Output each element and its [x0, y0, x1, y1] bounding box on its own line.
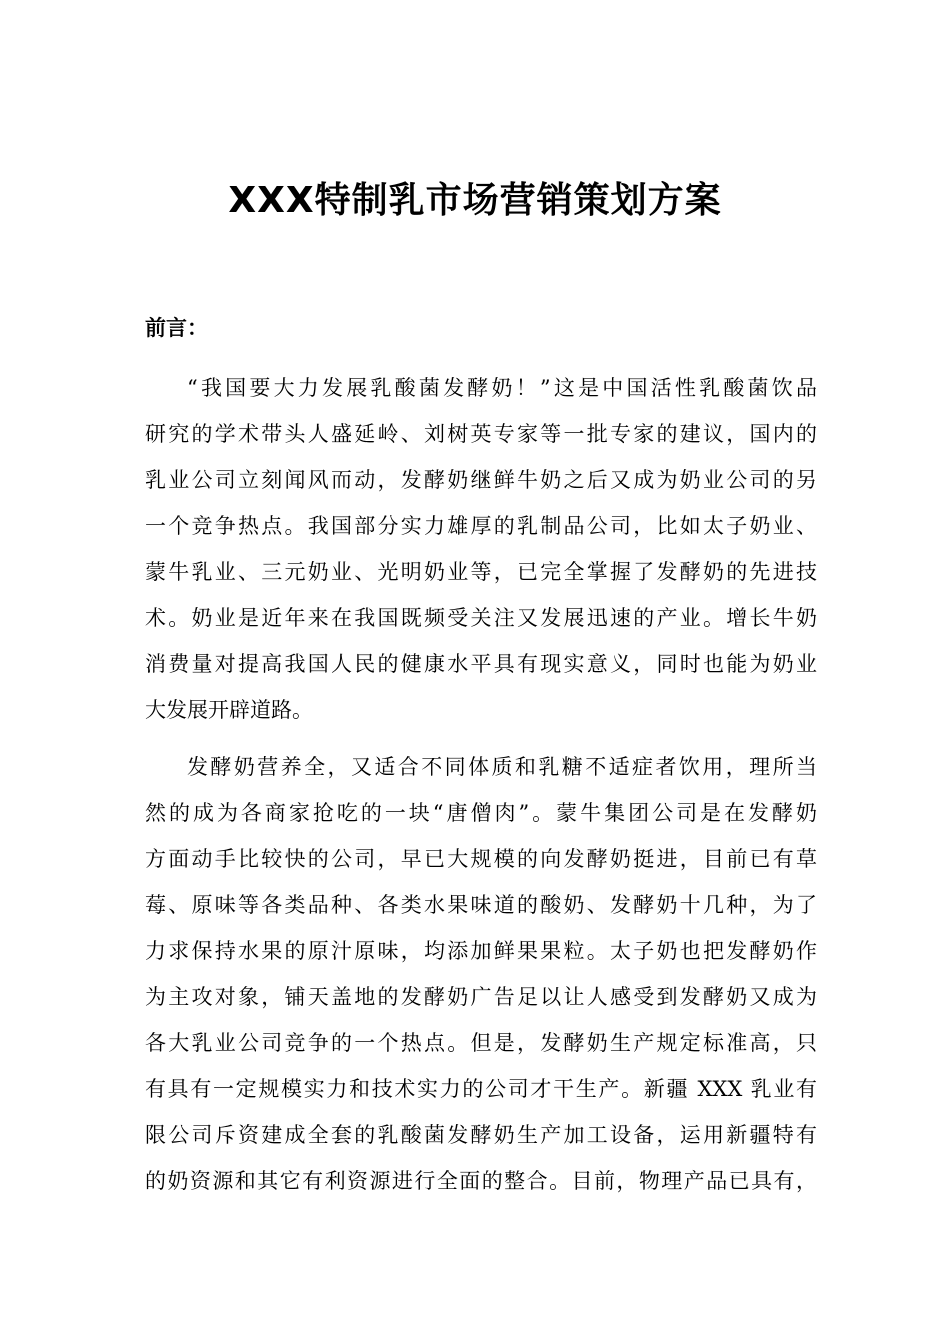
paragraph-line: 大发展开辟道路。: [145, 698, 313, 722]
paragraph-line: 力求保持水果的原汁原味，均添加鲜果果粒。太子奶也把发酵奶作: [145, 939, 817, 963]
paragraph-line: 蒙牛乳业、三元奶业、光明奶业等，已完全掌握了发酵奶的先进技: [145, 560, 817, 584]
paragraph-line: 限公司斥资建成全套的乳酸菌发酵奶生产加工设备，运用新疆特有: [145, 1123, 817, 1147]
paragraph-line: 发酵奶营养全，又适合不同体质和乳糖不适症者饮用，理所当: [187, 755, 817, 779]
paragraph-line: 为主攻对象，铺天盖地的发酵奶广告足以让人感受到发酵奶又成为: [145, 985, 817, 1009]
paragraph-line: 术。奶业是近年来在我国既频受关注又发展迅速的产业。增长牛奶: [145, 606, 817, 630]
paragraph-line: 有具有一定规模实力和技术实力的公司才干生产。新疆 XXX 乳业有: [145, 1077, 817, 1101]
paragraph-line: 乳业公司立刻闻风而动，发酵奶继鲜牛奶之后又成为奶业公司的另: [145, 468, 817, 492]
paragraph-line: 方面动手比较快的公司，早已大规模的向发酵奶挺进，目前已有草: [145, 847, 817, 871]
paragraph-2: [145, 744, 817, 1204]
document-title: XXX特制乳市场营销策划方案: [228, 180, 722, 221]
paragraph-line: 一个竞争热点。我国部分实力雄厚的乳制品公司，比如太子奶业、: [145, 514, 817, 538]
paragraph-line: 然的成为各商家抢吃的一块“唐僧肉”。蒙牛集团公司是在发酵奶: [145, 801, 817, 825]
paragraph-line: 各大乳业公司竞争的一个热点。但是，发酵奶生产规定标准高，只: [145, 1031, 817, 1055]
paragraph-line: 消费量对提高我国人民的健康水平具有现实意义，同时也能为奶业: [145, 652, 817, 676]
paragraph-line: 莓、原味等各类品种、各类水果味道的酸奶、发酵奶十几种，为了: [145, 893, 817, 917]
paragraph-1: [145, 365, 817, 733]
paragraph-line: 的奶资源和其它有利资源进行全面的整合。目前，物理产品已具有，: [145, 1169, 817, 1193]
section-heading-preface: 前言：: [145, 316, 208, 340]
paragraph-line: 研究的学术带头人盛延岭、刘树英专家等一批专家的建议，国内的: [145, 422, 817, 446]
paragraph-line: “我国要大力发展乳酸菌发酵奶！”这是中国活性乳酸菌饮品: [187, 376, 817, 400]
